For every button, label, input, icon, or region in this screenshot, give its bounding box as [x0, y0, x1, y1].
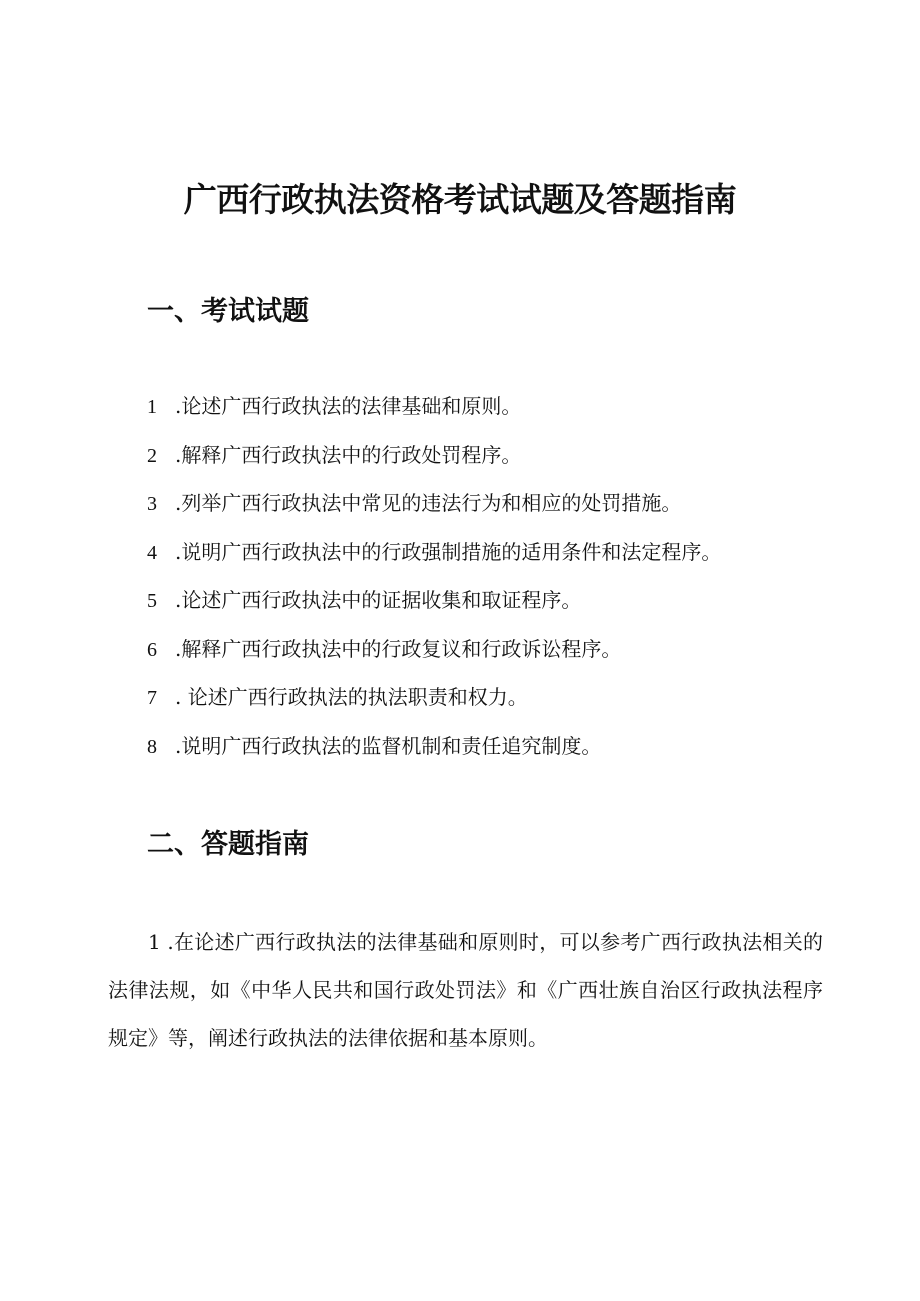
question-number: 7 [147, 687, 157, 709]
question-item [147, 435, 721, 484]
question-item [147, 386, 721, 435]
question-item [147, 532, 721, 581]
question-text: . 论述广西行政执法的执法职责和权力。 [175, 685, 528, 709]
question-item [147, 726, 721, 775]
question-item [147, 580, 721, 629]
document-title: 广西行政执法资格考试试题及答题指南 [183, 180, 737, 219]
question-item [147, 629, 721, 678]
question-number: 8 [147, 735, 157, 758]
question-text: .说明广西行政执法的监督机制和责任追究制度。 [175, 733, 602, 758]
section-heading-answer-guide: 二、答题指南 [147, 829, 309, 860]
question-text: .论述广西行政执法的法律基础和原则。 [175, 394, 522, 418]
question-item [147, 677, 721, 726]
question-text: .解释广西行政执法中的行政复议和行政诉讼程序。 [175, 636, 622, 661]
question-text: .说明广西行政执法中的行政强制措施的适用条件和法定程序。 [175, 539, 722, 564]
answer-guide-paragraph: 1 .在论述广西行政执法的法律基础和原则时，可以参考广西行政执法相关的法律法规，如《中华人民共和国行政处罚法》和《广西壮族自治区行政执法程序规定》等，阐述行政执法的法律依据和基本原则。 [108, 930, 823, 1050]
question-number: 3 [147, 493, 157, 515]
question-text: .解释广西行政执法中的行政处罚程序。 [175, 442, 522, 467]
question-number: 1 [147, 396, 157, 418]
question-number: 5 [147, 590, 157, 612]
question-number: 2 [147, 444, 157, 467]
question-text: .列举广西行政执法中常见的违法行为和相应的处罚措施。 [175, 491, 682, 515]
question-list [147, 386, 721, 774]
question-number: 6 [147, 638, 157, 661]
section-heading-exam-questions: 一、考试试题 [147, 296, 309, 327]
question-text: .论述广西行政执法中的证据收集和取证程序。 [175, 588, 582, 612]
question-number: 4 [147, 541, 157, 564]
question-item [147, 483, 721, 532]
